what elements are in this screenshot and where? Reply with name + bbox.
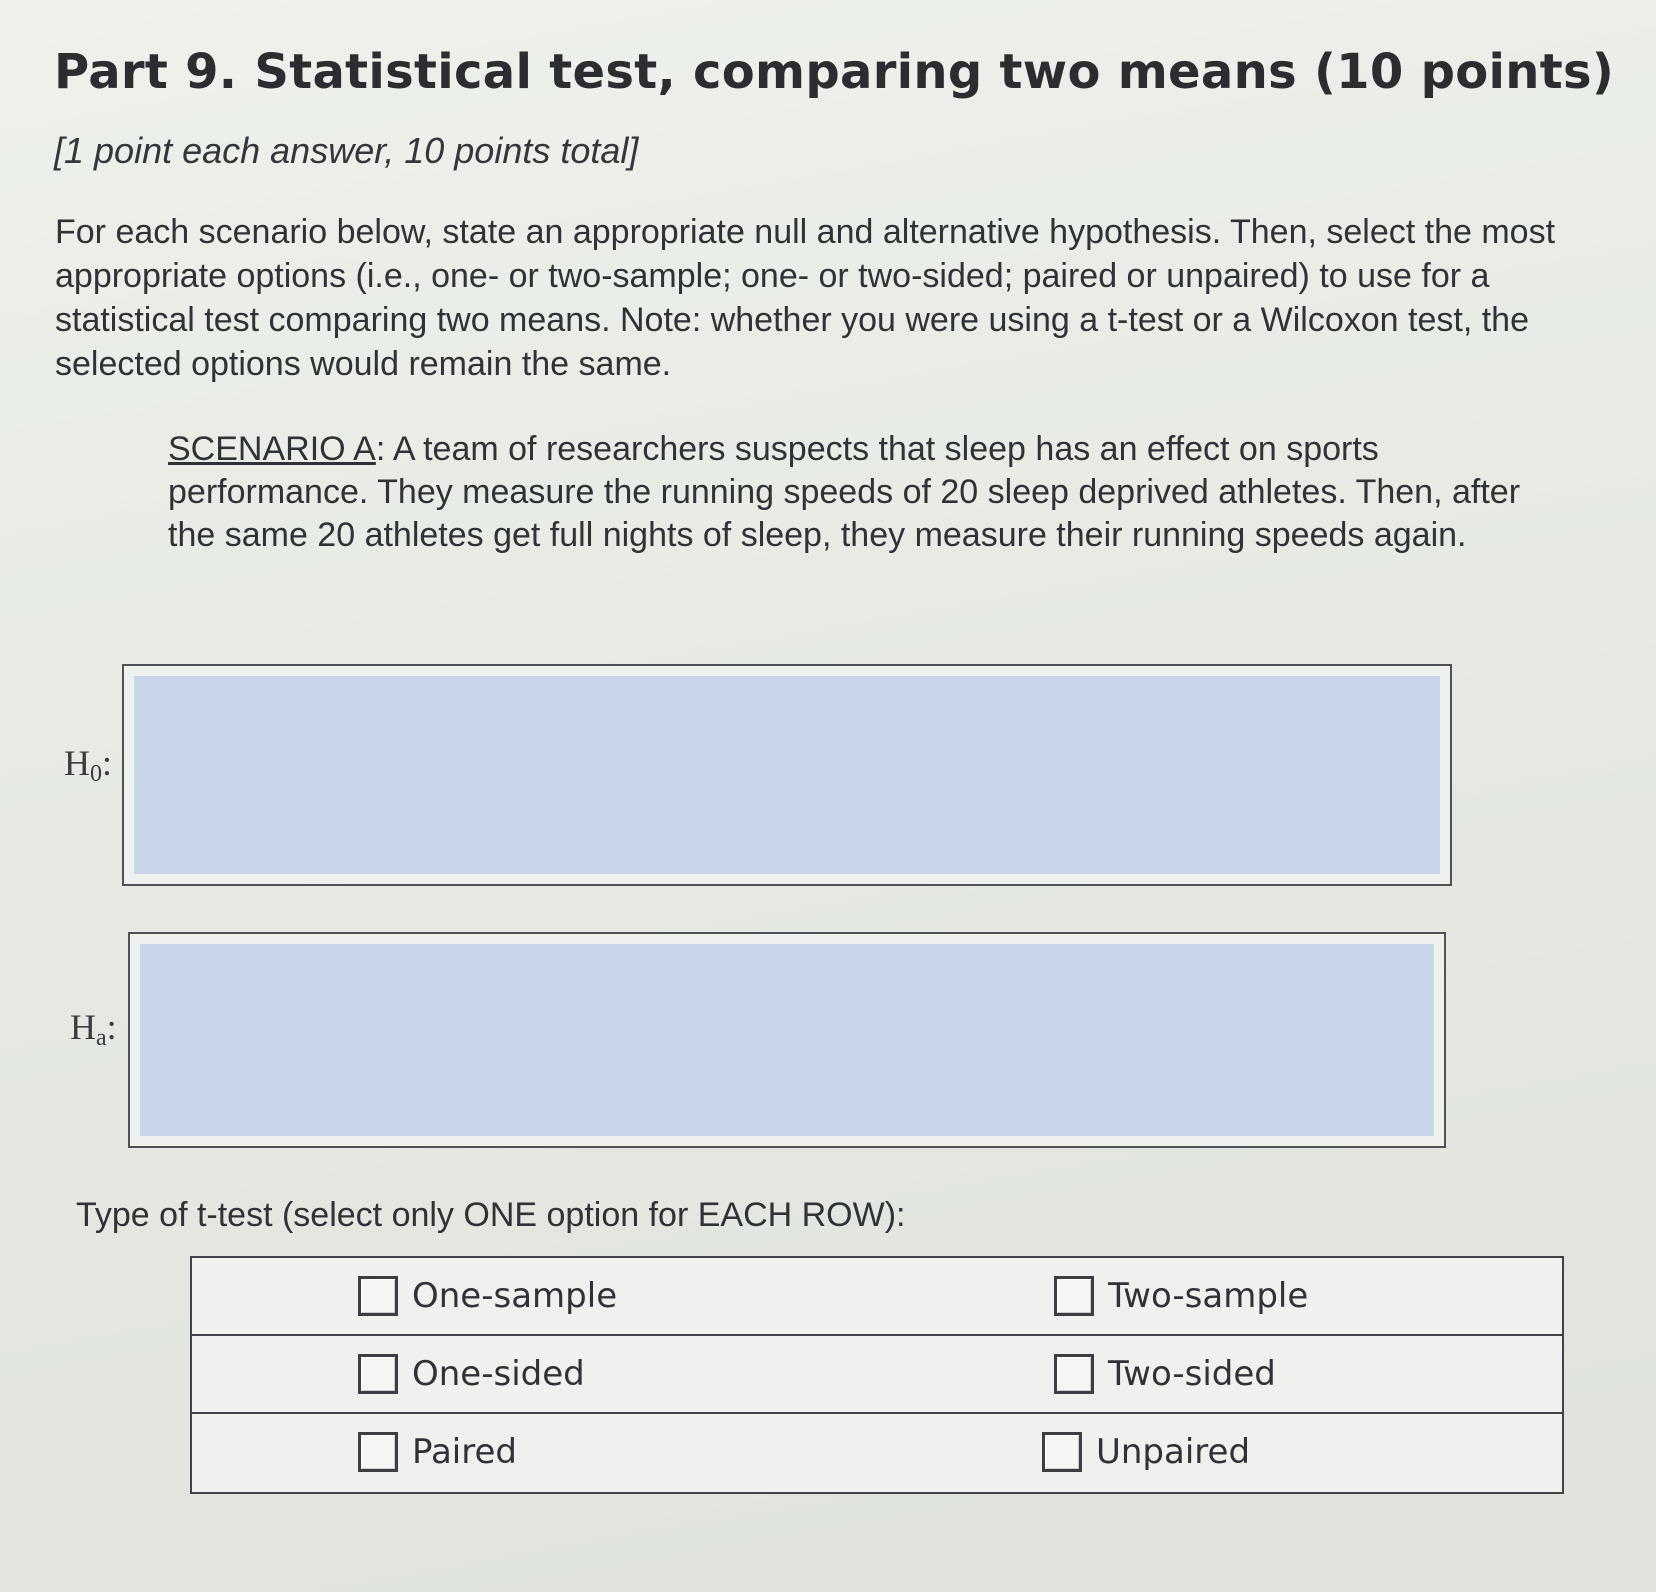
- option-unpaired[interactable]: [1042, 1432, 1250, 1472]
- null-hypothesis-colon: :: [102, 743, 113, 783]
- option-paired[interactable]: [358, 1432, 517, 1472]
- scenario-a: [168, 428, 1548, 557]
- one-sided-checkbox[interactable]: [358, 1354, 398, 1394]
- null-hypothesis-letter: H: [64, 743, 90, 783]
- scenario-label: SCENARIO A: [168, 430, 376, 468]
- options-row-sided: [192, 1336, 1562, 1414]
- option-two-sided[interactable]: [1054, 1354, 1276, 1394]
- options-row-sample: [192, 1258, 1562, 1336]
- one-sample-label: One-sample: [412, 1276, 618, 1316]
- unpaired-checkbox[interactable]: [1042, 1432, 1082, 1472]
- scenario-text: : A team of researchers suspects that sleep has an effect on sports performance. They measure the running speeds of 20 sleep deprived athletes. Then, after the same 20 athletes get full nights of sleep, they measure their running speeds again.: [168, 430, 1521, 554]
- alternative-hypothesis-input[interactable]: [140, 944, 1434, 1136]
- alternative-hypothesis-subscript: a: [96, 1025, 107, 1051]
- null-hypothesis-box: [122, 664, 1452, 886]
- null-hypothesis-subscript: 0: [90, 761, 102, 787]
- options-row-pairing: [192, 1414, 1562, 1492]
- two-sided-label: Two-sided: [1108, 1354, 1276, 1394]
- ttest-type-label: Type of t-test (select only ONE option for EACH ROW):: [76, 1196, 906, 1234]
- alternative-hypothesis-label: [70, 1006, 117, 1052]
- one-sample-checkbox[interactable]: [358, 1276, 398, 1316]
- one-sided-label: One-sided: [412, 1354, 585, 1394]
- alternative-hypothesis-colon: :: [106, 1007, 117, 1047]
- page-title: Part 9. Statistical test, comparing two means (10 points): [54, 44, 1615, 100]
- instructions-text: For each scenario below, state an appropriate null and alternative hypothesis. Then, select the most appropriate options (i.e., one- or two-sample; one- or two-sided; paired or unpaired) to use for a statistical test comparing two means. Note: whether you were using a t-test or a Wilcoxon test, the selected options would remain the same.: [55, 213, 1556, 383]
- option-two-sample[interactable]: [1054, 1276, 1308, 1316]
- ttest-options-table: [190, 1256, 1564, 1494]
- alternative-hypothesis-box: [128, 932, 1446, 1148]
- null-hypothesis-input[interactable]: [134, 676, 1440, 874]
- two-sample-label: Two-sample: [1108, 1276, 1309, 1316]
- null-hypothesis-label: [64, 742, 112, 788]
- option-one-sample[interactable]: [358, 1276, 617, 1316]
- paired-label: Paired: [412, 1432, 517, 1472]
- option-one-sided[interactable]: [358, 1354, 585, 1394]
- two-sample-checkbox[interactable]: [1054, 1276, 1094, 1316]
- paired-checkbox[interactable]: [358, 1432, 398, 1472]
- two-sided-checkbox[interactable]: [1054, 1354, 1094, 1394]
- unpaired-label: Unpaired: [1096, 1432, 1251, 1472]
- points-note: [1 point each answer, 10 points total]: [54, 130, 639, 171]
- alternative-hypothesis-letter: H: [70, 1007, 96, 1047]
